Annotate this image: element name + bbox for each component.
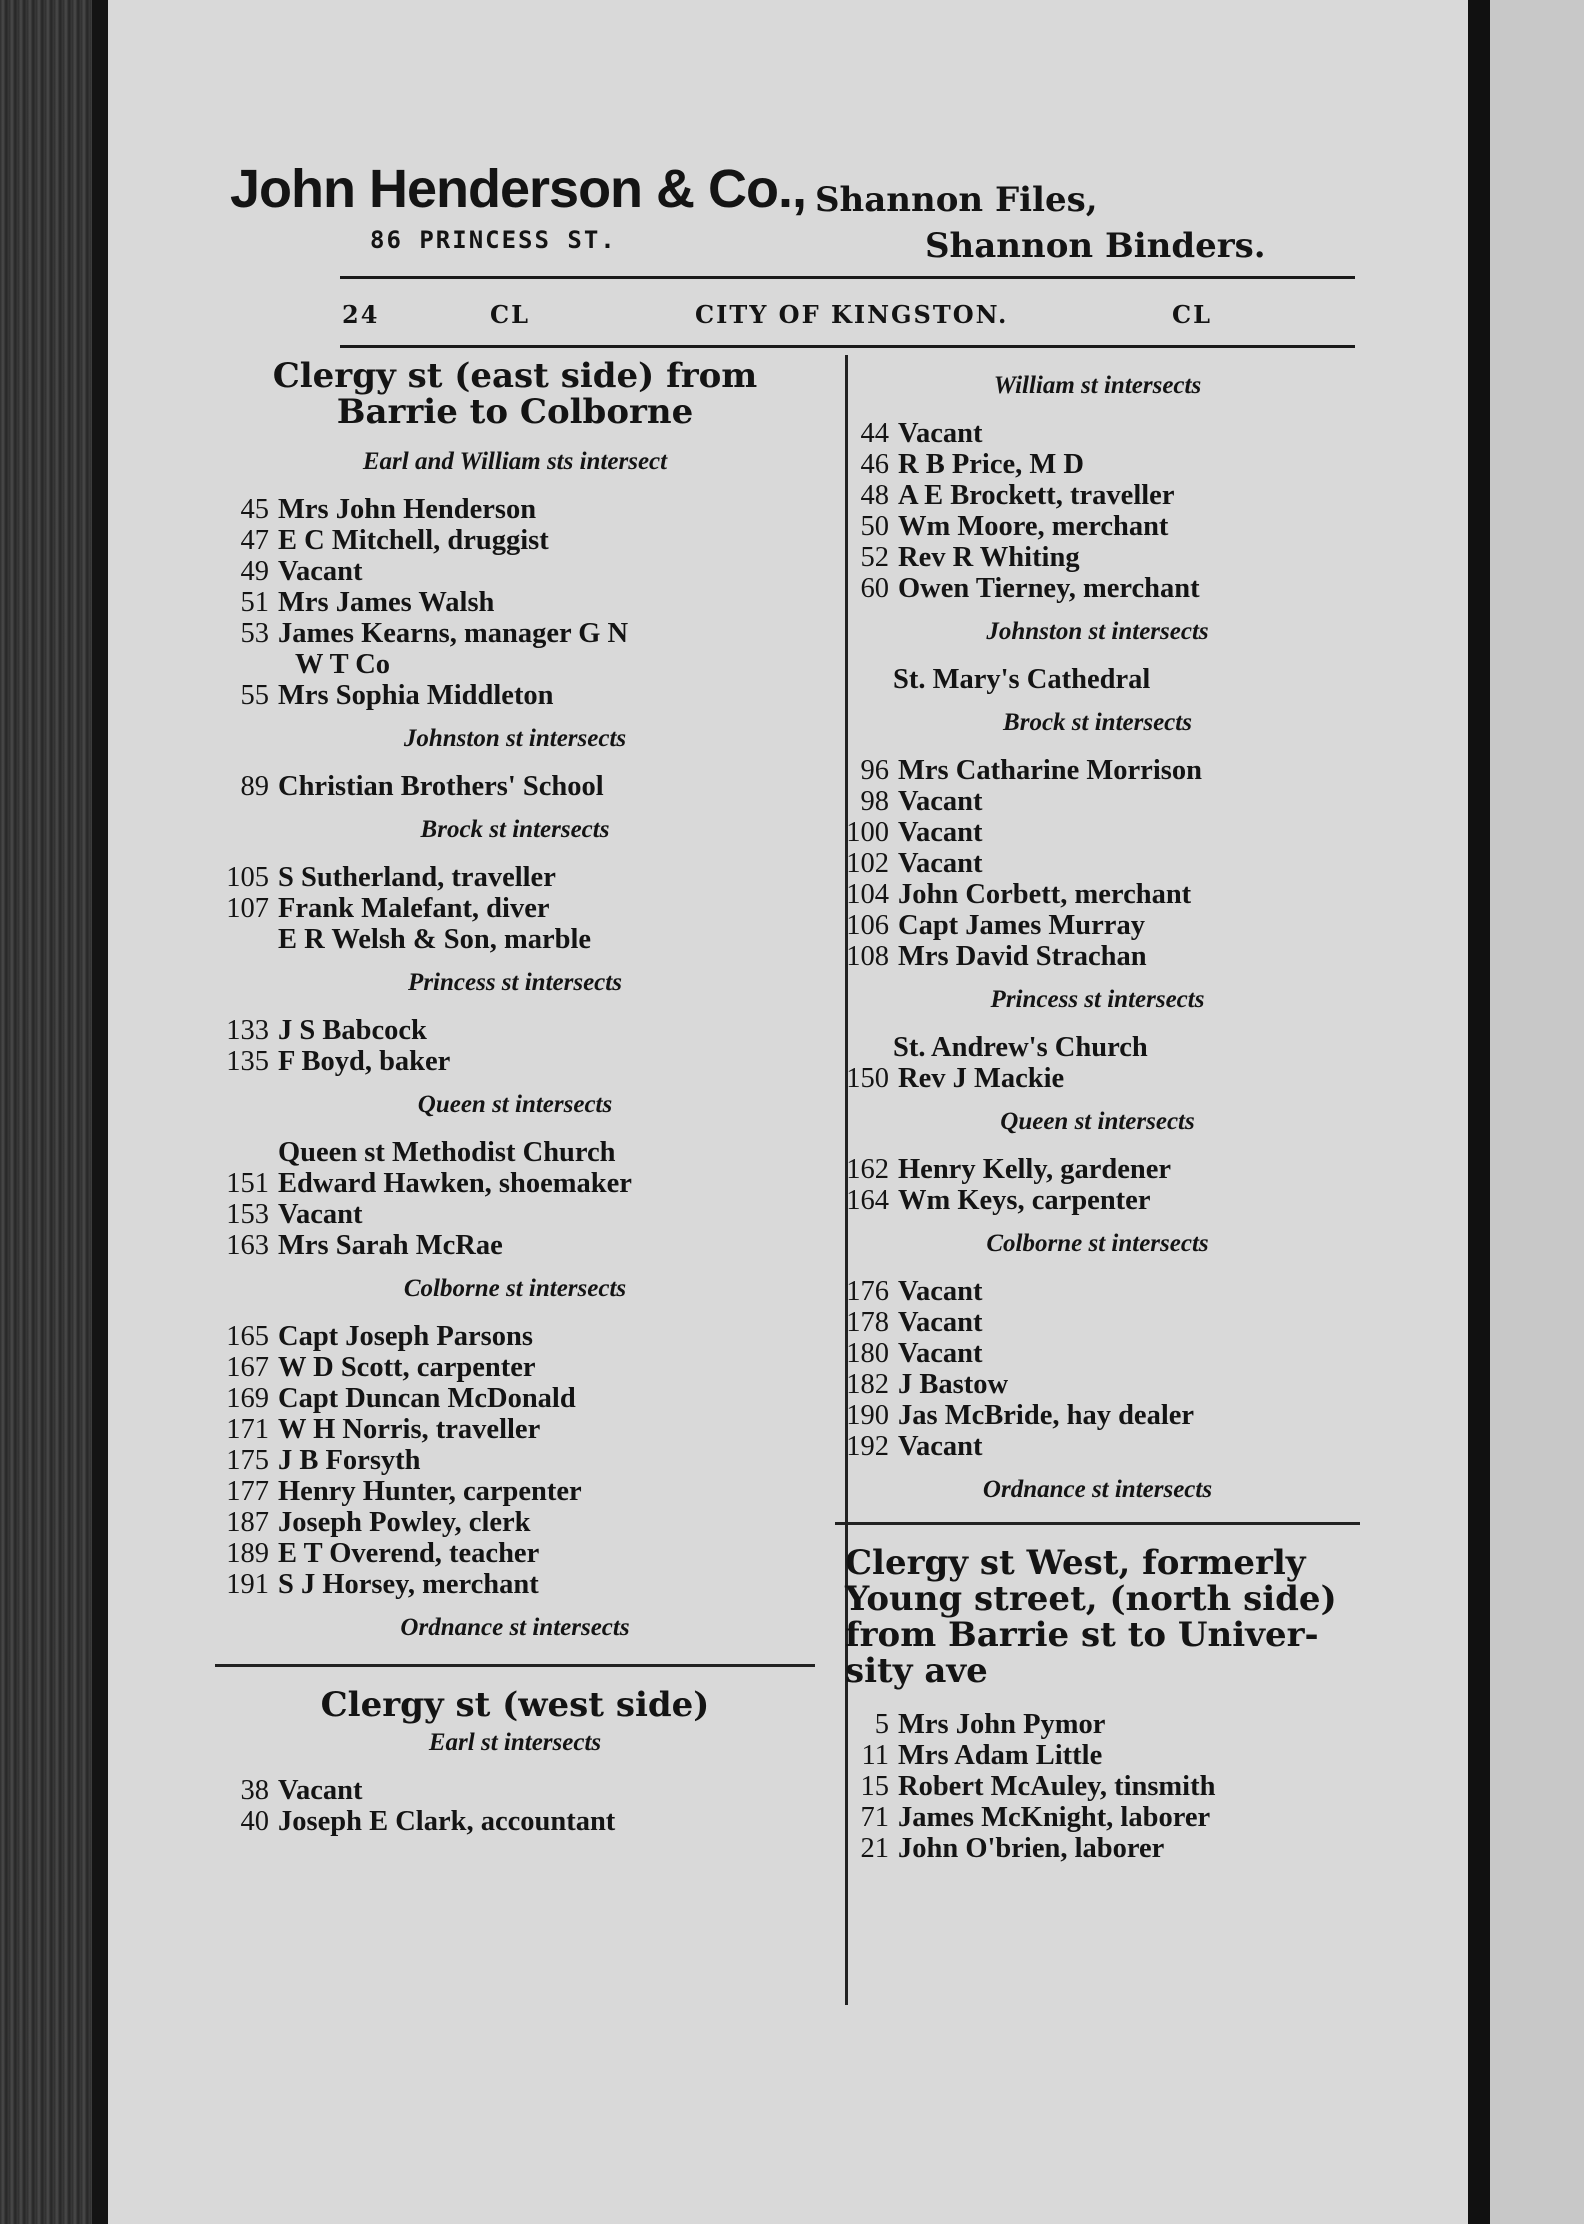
resident: Mrs Catharine Morrison — [898, 755, 1202, 786]
section-heading: Young street, (north side) — [845, 1579, 1337, 1619]
resident: F Boyd, baker — [278, 1046, 451, 1077]
resident: W H Norris, traveller — [278, 1414, 541, 1445]
resident: R B Price, M D — [898, 449, 1084, 480]
resident: Vacant — [898, 1431, 983, 1462]
resident: Mrs Sarah McRae — [278, 1230, 503, 1261]
list-item-continuation: W T Co — [295, 649, 391, 680]
resident: Vacant — [898, 1307, 983, 1338]
street-number: 151 — [226, 1168, 269, 1199]
section-heading: from Barrie st to Univer- — [845, 1615, 1319, 1655]
street-number: 71 — [860, 1802, 889, 1833]
intersection-label: Colborne st intersects — [403, 1275, 627, 1302]
list-item — [835, 1400, 1360, 1431]
resident: James Kearns, manager G N — [278, 618, 629, 649]
resident: Vacant — [898, 786, 983, 817]
list-item — [215, 1414, 815, 1445]
street-number: 51 — [240, 587, 269, 618]
street-number: 5 — [874, 1709, 889, 1740]
intersection-label: Earl and William sts intersect — [362, 448, 668, 475]
list-item — [835, 1709, 1360, 1740]
street-number: 98 — [860, 786, 889, 817]
list-item — [835, 511, 1360, 542]
street-number: 38 — [240, 1775, 269, 1806]
advert-address: 86 PRINCESS ST. — [370, 226, 617, 254]
street-number: 104 — [846, 879, 889, 910]
resident: J B Forsyth — [278, 1445, 421, 1476]
resident: Vacant — [898, 1338, 983, 1369]
street-number: 50 — [860, 511, 889, 542]
street-number: 48 — [860, 480, 889, 511]
street-number: 165 — [226, 1321, 269, 1352]
street-number: 180 — [846, 1338, 889, 1369]
resident: E C Mitchell, druggist — [278, 525, 549, 556]
resident: S J Horsey, merchant — [278, 1569, 539, 1600]
street-number: 192 — [846, 1431, 889, 1462]
resident: Wm Keys, carpenter — [898, 1185, 1151, 1216]
list-item — [215, 680, 815, 711]
section-heading: Barrie to Colborne — [336, 392, 694, 432]
resident: Vacant — [898, 418, 983, 449]
list-item — [215, 771, 815, 802]
list-item — [835, 449, 1360, 480]
resident: Vacant — [898, 1276, 983, 1307]
list-item — [215, 1321, 815, 1352]
list-item — [215, 1015, 815, 1046]
resident: Queen st Methodist Church — [278, 1137, 616, 1168]
intersection-label: Ordnance st intersects — [400, 1614, 630, 1641]
resident: Mrs John Pymor — [898, 1709, 1106, 1740]
street-number: 40 — [240, 1806, 269, 1837]
street-number: 176 — [846, 1276, 889, 1307]
intersection-label: Colborne st intersects — [986, 1230, 1209, 1257]
street-number: 191 — [226, 1569, 269, 1600]
running-head-title: CITY OF KINGSTON. — [695, 300, 1009, 329]
resident: S Sutherland, traveller — [278, 862, 556, 893]
list-item — [215, 587, 815, 618]
section-divider — [215, 1664, 815, 1667]
intersection-label: Queen st intersects — [1000, 1108, 1195, 1135]
list-item — [835, 1185, 1360, 1216]
resident: Owen Tierney, merchant — [898, 573, 1200, 604]
list-item — [835, 1154, 1360, 1185]
list-item — [215, 1352, 815, 1383]
list-item — [835, 1740, 1360, 1771]
street-number: 167 — [226, 1352, 269, 1383]
list-item — [215, 893, 815, 924]
resident: Mrs John Henderson — [278, 494, 537, 525]
section-heading: Clergy st (east side) from — [272, 356, 758, 396]
street-number: 135 — [226, 1046, 269, 1077]
landmark: St. Andrew's Church — [893, 1032, 1148, 1063]
list-item — [215, 1569, 815, 1600]
page-edge-bar — [1468, 0, 1490, 2224]
street-number: 177 — [226, 1476, 269, 1507]
resident: Mrs James Walsh — [278, 587, 495, 618]
resident: J Bastow — [898, 1369, 1009, 1400]
street-number: 178 — [846, 1307, 889, 1338]
resident: Edward Hawken, shoemaker — [278, 1168, 632, 1199]
list-item — [215, 1775, 815, 1806]
list-item — [835, 1771, 1360, 1802]
intersection-label: Queen st intersects — [417, 1091, 613, 1118]
street-number: 169 — [226, 1383, 269, 1414]
street-number: 187 — [226, 1507, 269, 1538]
adjacent-page — [1490, 0, 1584, 2224]
page-number: 24 — [342, 300, 380, 329]
intersection-label: Ordnance st intersects — [982, 1476, 1213, 1503]
street-number: 21 — [860, 1833, 889, 1864]
intersection-label: Johnston st intersects — [403, 725, 627, 752]
list-item — [215, 618, 815, 649]
street-number: 153 — [226, 1199, 269, 1230]
resident: Joseph Powley, clerk — [278, 1507, 531, 1538]
list-item — [835, 418, 1360, 449]
street-number: 102 — [846, 848, 889, 879]
header-rule-top — [340, 276, 1355, 279]
list-item — [835, 786, 1360, 817]
list-item — [835, 817, 1360, 848]
list-item — [835, 1063, 1360, 1094]
list-item — [215, 1383, 815, 1414]
list-item — [835, 1802, 1360, 1833]
street-number: 15 — [860, 1771, 889, 1802]
resident: Henry Hunter, carpenter — [278, 1476, 582, 1507]
resident: Joseph E Clark, accountant — [278, 1806, 616, 1837]
resident: Mrs Adam Little — [898, 1740, 1103, 1771]
resident: Mrs Sophia Middleton — [278, 680, 554, 711]
list-item — [835, 1431, 1360, 1462]
list-item — [835, 1307, 1360, 1338]
advert-firm-name: John Henderson & Co., — [230, 159, 807, 219]
resident: Henry Kelly, gardener — [898, 1154, 1172, 1185]
resident: John Corbett, merchant — [898, 879, 1192, 910]
list-item — [835, 755, 1360, 786]
resident: Capt Duncan McDonald — [278, 1383, 576, 1414]
list-item — [835, 1369, 1360, 1400]
intersection-label: Princess st intersects — [990, 986, 1205, 1013]
street-number: 96 — [860, 755, 889, 786]
list-item — [215, 1230, 815, 1261]
list-item — [835, 879, 1360, 910]
intersection-label: Princess st intersects — [408, 969, 622, 996]
list-item — [215, 1806, 815, 1837]
advert-right-line1: Shannon Files, — [815, 180, 1098, 220]
resident: Frank Malefant, diver — [278, 893, 550, 924]
street-number: 175 — [226, 1445, 269, 1476]
list-item — [835, 480, 1360, 511]
street-number: 133 — [226, 1015, 269, 1046]
street-number: 11 — [861, 1740, 889, 1771]
resident: E R Welsh & Son, marble — [278, 924, 592, 955]
street-number: 163 — [226, 1230, 269, 1261]
street-number: 171 — [226, 1414, 269, 1445]
list-item — [215, 1538, 815, 1569]
list-item — [835, 910, 1360, 941]
resident: Vacant — [278, 556, 363, 587]
resident: Christian Brothers' School — [278, 771, 604, 802]
street-number: 49 — [240, 556, 269, 587]
left-column — [215, 358, 815, 1837]
street-number: 89 — [240, 771, 269, 802]
resident: Wm Moore, merchant — [898, 511, 1169, 542]
street-number: 55 — [240, 680, 269, 711]
resident: Vacant — [898, 848, 983, 879]
list-item — [215, 1199, 815, 1230]
landmark: St. Mary's Cathedral — [893, 664, 1151, 695]
resident: E T Overend, teacher — [278, 1538, 540, 1569]
section-divider — [835, 1522, 1360, 1525]
running-head-left: CL — [490, 300, 530, 329]
street-number: 107 — [226, 893, 269, 924]
street-number: 100 — [846, 817, 889, 848]
intersection-label: Brock st intersects — [1003, 709, 1192, 736]
running-head-right: CL — [1172, 300, 1212, 329]
list-item — [215, 1137, 815, 1168]
advert-right-line2: Shannon Binders. — [925, 226, 1266, 266]
resident: John O'brien, laborer — [898, 1833, 1165, 1864]
list-item — [835, 941, 1360, 972]
resident: Vacant — [278, 1775, 363, 1806]
list-item — [835, 1833, 1360, 1864]
resident: Mrs David Strachan — [898, 941, 1147, 972]
resident: J S Babcock — [278, 1015, 427, 1046]
resident: Rev J Mackie — [898, 1063, 1065, 1094]
street-number: 105 — [226, 862, 269, 893]
page-gutter-shadow — [92, 0, 108, 2224]
list-item — [835, 1276, 1360, 1307]
list-item — [215, 862, 815, 893]
street-number: 52 — [860, 542, 889, 573]
list-item — [215, 1168, 815, 1199]
section-heading: Clergy st West, formerly — [845, 1543, 1306, 1583]
street-number: 44 — [860, 418, 889, 449]
resident: A E Brockett, traveller — [898, 480, 1175, 511]
street-number: 53 — [240, 618, 269, 649]
street-number: 182 — [846, 1369, 889, 1400]
intersection-label: Johnston st intersects — [986, 618, 1209, 645]
street-number: 189 — [226, 1538, 269, 1569]
resident: Vacant — [898, 817, 983, 848]
resident: Vacant — [278, 1199, 363, 1230]
intersection-label: Earl st intersects — [428, 1729, 602, 1756]
street-number: 60 — [860, 573, 889, 604]
resident: James McKnight, laborer — [898, 1802, 1211, 1833]
list-item — [215, 494, 815, 525]
list-item — [835, 848, 1360, 879]
street-number: 45 — [240, 494, 269, 525]
list-item — [835, 573, 1360, 604]
street-number: 108 — [846, 941, 889, 972]
header-rule-bottom — [340, 345, 1355, 348]
list-item — [215, 924, 815, 955]
street-number: 47 — [240, 525, 269, 556]
resident: Jas McBride, hay dealer — [898, 1400, 1195, 1431]
list-item — [215, 1046, 815, 1077]
list-item — [835, 1338, 1360, 1369]
street-number: 190 — [846, 1400, 889, 1431]
list-item — [215, 1476, 815, 1507]
list-item — [215, 1445, 815, 1476]
resident: Rev R Whiting — [898, 542, 1080, 573]
street-number: 164 — [846, 1185, 889, 1216]
resident: W D Scott, carpenter — [278, 1352, 536, 1383]
section-heading: Clergy st (west side) — [320, 1685, 710, 1725]
resident: Robert McAuley, tinsmith — [898, 1771, 1216, 1802]
right-column — [835, 372, 1360, 1864]
resident: Capt James Murray — [898, 910, 1145, 941]
list-item — [835, 542, 1360, 573]
street-number: 150 — [846, 1063, 889, 1094]
section-heading: sity ave — [845, 1651, 988, 1691]
resident: Capt Joseph Parsons — [278, 1321, 533, 1352]
list-item — [215, 556, 815, 587]
street-number: 106 — [846, 910, 889, 941]
list-item — [215, 1507, 815, 1538]
intersection-label: Brock st intersects — [420, 816, 610, 843]
street-number: 162 — [846, 1154, 889, 1185]
street-number: 46 — [860, 449, 889, 480]
list-item — [215, 525, 815, 556]
intersection-label: William st intersects — [993, 372, 1202, 399]
